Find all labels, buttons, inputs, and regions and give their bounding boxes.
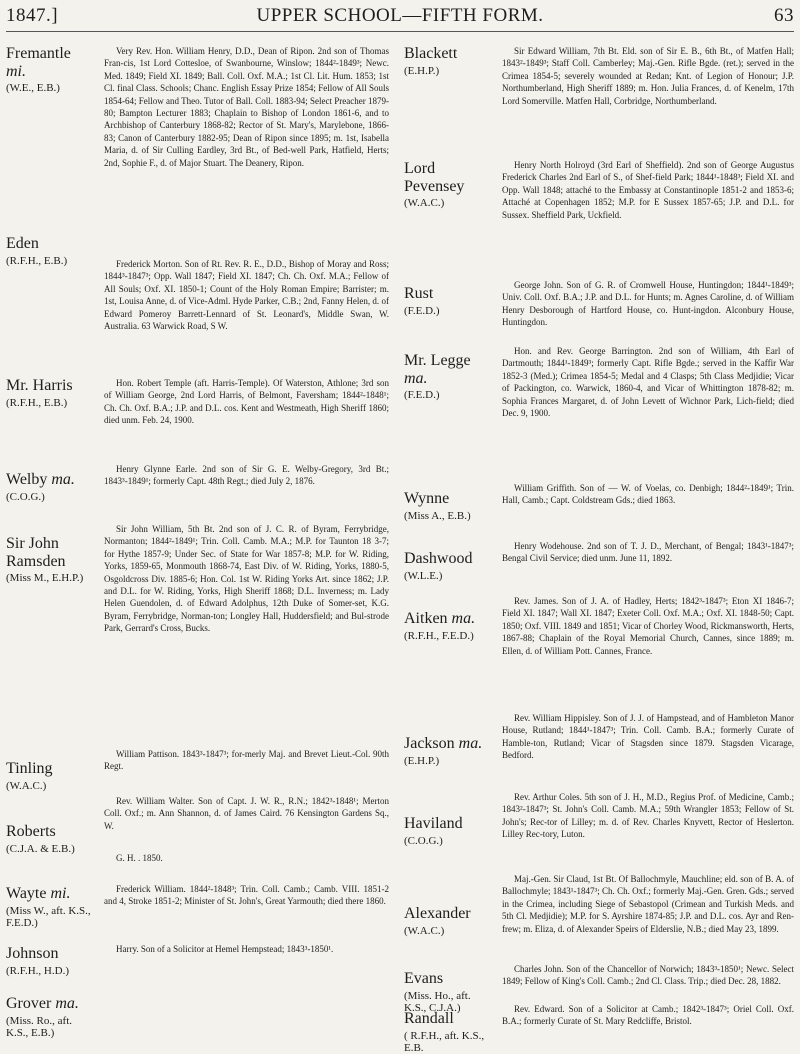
bio-entry: Sir Edward William, 7th Bt. Eld. son of Sir E. B., 6th Bt., of Matfen Hall; 1843²-1849³; Staff Coll. Camberley; Maj.-Gen. Rifle Bgde. (ret.); served in the Crimea 1854-5; severely wounded at Redan; Knt. of Legion of Honour; J.P. Northumberland, High Sheriff 1889; m. Hon. Julia Frances, d. of Kenelm, 17th Lord Somerville. Matfen Hall, Corbridge, Northumberland. <box>502 46 794 106</box>
bio-entry: William Pattison. 1843³-1847³; for-merly Maj. and Brevet Lieut.-Col. 90th Regt. <box>104 749 389 772</box>
bio-entry: Rev. William Hippisley. Son of J. J. of Hampstead, and of Hambleton Manor House, Rutland; 1844¹-1847³; Trin. Coll. Camb. B.A.; formerly Curate of Hamble-ton, Rutland; Vicar of Stagsden since 1879. Stagsden Vicarage, Bedford. <box>502 713 794 761</box>
bio-entry: G. H. . 1850. <box>116 853 163 863</box>
bio-entry: Frederick William. 1844²-1848³; Trin. Coll. Camb.; Camb. VIII. 1851-2 and 4, Stroke 1851-2; Minister of St. John's, Great Yarmouth; died there 1860. <box>104 884 389 907</box>
bio-entry: Hon. and Rev. George Barrington. 2nd son of William, 4th Earl of Dartmouth; 1844¹-1849³; formerly Capt. Rifle Bgde.; served in the Kaffir War 1852-3 (Med.); Crimea 1854-5; Medal and 4 Clasps; 5th Class Medjidie; Vicar of Packington, co. Warwick, 1860-4, and Vicar of Whittington 1878-82; m. Sophia Frances Margaret, d. of John Levett of Wichnor Park, Lich-field; died Dec. 9, 1900. <box>502 346 794 419</box>
bio-entry: Rev. William Walter. Son of Capt. J. W. R., R.N.; 1842³-1848¹; Merton Coll. Oxf.; m. Ann Shannon, d. of James Caird. 76 Kensington Gardens Sq., W. <box>104 796 389 831</box>
bio-entry: Sir John William, 5th Bt. 2nd son of J. C. R. of Byram, Ferrybridge, Normanton; 1844²-1849¹; Trin. Coll. Camb. M.A.; M.P. for Taunton 18 3-7; for Hythe 1857-9; Under Sec. of State for War 1857-8; M.P. for W. Riding, Yorks, 1859-65, Monmouth 1868-74, East Div. of W. Riding, Yorks, 1880-5, Osgoldcross Div. 1885-6; Hon. Col. 1st W. Riding Yorks Art. since 1862; J.P. and D.L. for W. Riding, Yorks, High Sheriff 1868; D.L. Inverness; m. Lady Helen Guendolen, d. of Edward Adolphus, 12th Duke of Somer-set, K.G. Byram, Ferrybridge, Norman-ton; Longley Hall, Huddersfield; and Bul-strode Park, Gerrard's Cross, Bucks. <box>104 524 389 634</box>
name-entry: Alexander (W.A.C.) <box>404 905 471 937</box>
name-entry: Lord Pevensey (W.A.C.) <box>404 160 465 210</box>
name-entry: Evans (Miss. Ho., aft. K.S., C.J.A.) <box>404 970 471 1014</box>
name-entry: Tinling (W.A.C.) <box>6 760 53 792</box>
name-entry: Haviland (C.O.G.) <box>404 815 463 847</box>
bio-entry: George John. Son of G. R. of Cromwell House, Huntingdon; 1844¹-1849³; Univ. Coll. Oxf. B.A.; J.P. and D.L. for Hunts; m. Agnes Caroline, d. of William Henry Desborough of Hartford House, co. Hunt-ingdon. Alconbury House, Huntingdon. <box>502 280 794 328</box>
bio-entry: Henry Wodehouse. 2nd son of T. J. D., Merchant, of Bengal; 1843¹-1847³; Bengal Civil Service; died unm. June 11, 1892. <box>502 541 794 564</box>
name-entry: Mr. Legge ma. (F.E.D.) <box>404 352 471 402</box>
bio-entry: Frederick Morton. Son of Rt. Rev. R. E., D.D., Bishop of Moray and Ross; 1844³-1847³; Opp. Wall 1847; Field XI. 1847; Ch. Ch. Oxf. M.A.; Fellow of All Souls; Oxf. XI. 1850-1; Count of the Holy Roman Empire; Barrister; m. 1st, Louisa Anne, d. of Vice-Adml. Hyde Parker, C.B.; 2nd, Fanny Helen, d. of Edward Pomeroy Barrett-Lennard of St. Leonard's, Middle Swan, W. Australia. 63 Warwick Road, S W. <box>104 259 389 332</box>
header-year: 1847.] <box>6 5 59 26</box>
name-entry: Randall ( R.F.H., aft. K.S., E.B. <box>404 1010 485 1054</box>
name-entry: Mr. Harris (R.F.H., E.B.) <box>6 377 73 409</box>
page-header <box>6 2 794 32</box>
name-entry: Fremantle mi. (W.E., E.B.) <box>6 45 71 95</box>
name-entry: Johnson (R.F.H., H.D.) <box>6 945 69 977</box>
name-entry: Rust (F.E.D.) <box>404 285 440 317</box>
name-entry: Eden (R.F.H., E.B.) <box>6 235 68 267</box>
bio-entry: Charles John. Son of the Chancellor of Norwich; 1843³-1850¹; Newc. Select 1849; Fellow of King's Coll. Camb.; 2nd Cl. Class. Trip.; died Dec. 28, 1882. <box>502 964 794 987</box>
name-entry: Roberts (C.J.A. & E.B.) <box>6 823 75 855</box>
name-entry: Jackson ma. (E.H.P.) <box>404 735 483 767</box>
header-title: UPPER SCHOOL—FIFTH FORM. <box>256 5 544 26</box>
bio-entry: Hon. Robert Temple (aft. Harris-Temple). Of Waterston, Athlone; 3rd son of William George, 2nd Lord Harris, of Belmont, Faversham; 1844²-1848¹; Ch. Ch. Oxf. B.A.; J.P. and D.L. cos. Kent and Westmeath, High Sheriff 1860; died unm. Feb. 24, 1900. <box>104 378 389 426</box>
name-entry: Welby ma. (C.O.G.) <box>6 471 75 503</box>
bio-entry: William Griffith. Son of — W. of Voelas, co. Denbigh; 1844²-1849¹; Trin. Hall, Camb.; Capt. Coldstream Gds.; died 1863. <box>502 483 794 506</box>
bio-entry: Henry North Holroyd (3rd Earl of Sheffield). 2nd son of George Augustus Frederick Charles 2nd Earl of S., of Shef-field Park; 1844¹-1848³; Field XI. and Opp. Wall 1848; attaché to the Embassy at Constantinople 1851-2 and 1853-6; Attaché at Copenhagen 1852; M.P. for E Sussex 1857-65; J.P. and D.L. for Sussex. Sheffield Park, Uckfield. <box>502 160 794 220</box>
name-entry: Dashwood (W.L.E.) <box>404 550 473 582</box>
name-entry: Aitken ma. (R.F.H., F.E.D.) <box>404 610 476 642</box>
bio-entry: Henry Glynne Earle. 2nd son of Sir G. E. Welby-Gregory, 3rd Bt.; 1843³-1849¹; formerly Capt. 48th Regt.; died July 2, 1876. <box>104 464 389 487</box>
header-page-number: 63 <box>774 5 794 26</box>
bio-entry: Rev. Arthur Coles. 5th son of J. H., M.D., Regius Prof. of Medicine, Camb.; 1843²-1847³; St. John's Coll. Camb. M.A.; 59th Wrangler 1853; Fellow of St. John's; Rec-tor of Lilley; m. d. of Rev. Charles Knyvett, Rector of Heslerton. Lilley Rec-tory, Luton. <box>502 792 794 840</box>
name-entry: Wynne (Miss A., E.B.) <box>404 490 471 522</box>
name-entry: Blackett (E.H.P.) <box>404 45 458 77</box>
bio-entry: Harry. Son of a Solicitor at Hemel Hempstead; 1843³-1850¹. <box>116 944 334 954</box>
bio-entry: Rev. James. Son of J. A. of Hadley, Herts; 1842³-1847³; Eton XI 1846-7; Field XI. 1847; Wall XI. 1847; Exeter Coll. Oxf. M.A.; Oxf. XI. 1848-50; Capt. 1850; Oxf. VIII. 1849 and 1851; Vicar of Chorley Wood, Rickmansworth, Herts, 1867-88; Chaplain of the Royal Memorial Church, Cannes, since 1889; m. Ellen, d. of William Pott. Cannes, France. <box>502 596 794 656</box>
name-entry: Wayte mi. (Miss W., aft. K.S., F.E.D.) <box>6 885 91 929</box>
bio-entry: Rev. Edward. Son of a Solicitor at Camb.; 1842³-1847³; Oriel Coll. Oxf. B.A.; formerly Curate of St. Mary Redcliffe, Bristol. <box>502 1004 794 1027</box>
bio-entry: Very Rev. Hon. William Henry, D.D., Dean of Ripon. 2nd son of Thomas Fran-cis, 1st Lord Cottesloe, of Swanbourne, Winslow; 1844²-1849³; Newc. Med. 1849; Field XI. 1849; Ball. Coll. Oxf. M.A.; 1st Cl. Lit. Hum. 1853; 1st Cl. final Class. Schools; Chanc. English Essay Prize 1854; Fellow of All Souls 1854-64; Fellow and Theo. Tutor of Ball. Coll. 1883-94; Select Preacher 1879-80; Bampton Lecturer 1883; Chaplain to Bishop of London 1861-6, and to Archbishop of Canterbury 1868-82; Rector of St. Mary's, Marylebone, 1866-83; Canon of Canterbury 1882-95; Dean of Ripon since 1895; m. 1st, Isabella Maria, d. of Sir Culling Eardley, 3rd Bt., of Bed-well Park, Hatfield, Herts; 2nd, Sophie F., d. of Major Stuart. The Deanery, Ripon. <box>104 46 389 168</box>
header-rule <box>6 31 794 32</box>
name-entry: Grover ma. (Miss. Ro., aft. K.S., E.B.) <box>6 995 79 1039</box>
bio-entry: Maj.-Gen. Sir Claud, 1st Bt. Of Ballochmyle, Mauchline; eld. son of B. A. of Ballochmyle; 1843¹-1847³; Ch. Ch. Oxf.; formerly Maj.-Gen. Gren. Gds.; served in the Crimea, including Siege of Sebastopol (Crimean and Turkish Meds. and 5th Cl. Medjidie); M.P. for S. Ayrshire 1874-85; J.P. and D.L. cos. Ayr and Ren-frew; m. Eliza, d. of Alexander Speirs of Elderslie, N.B.; died May 23, 1899. <box>502 874 794 934</box>
name-entry: Sir John Ramsden (Miss M., E.H.P.) <box>6 535 84 585</box>
